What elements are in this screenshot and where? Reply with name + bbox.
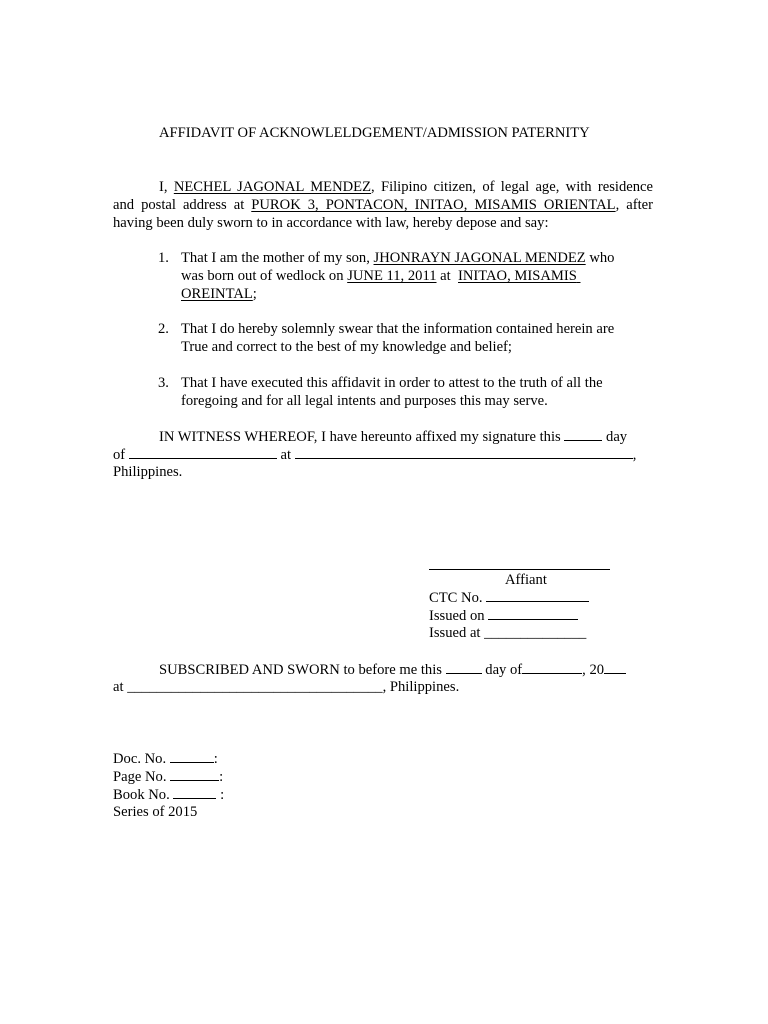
witness-line-1 (159, 427, 627, 446)
item-text: That I am the mother of my son, (181, 250, 370, 266)
item-number: 2. (158, 321, 169, 337)
month-blank (129, 445, 277, 459)
signature-line (429, 569, 610, 570)
book-no-label: Book No. (113, 787, 170, 803)
page-no-blank (170, 767, 219, 781)
sworn-year-blank (604, 660, 626, 674)
affiant-label: Affiant (505, 572, 547, 588)
witness-text: , (632, 447, 637, 463)
item-1-line-2 (181, 267, 581, 285)
sworn-month-blank (522, 660, 582, 674)
doc-no-blank (170, 749, 214, 763)
issued-at-label: Issued at (429, 625, 481, 641)
intro-text: and postal address at (113, 197, 245, 213)
item-3-line-1: That I have executed this affidavit in order to attest to the truth of all the (181, 375, 603, 391)
intro-text: , Filipino citizen, of legal age, with residence (371, 179, 653, 195)
document-title: AFFIDAVIT OF ACKNOWLELDGEMENT/ADMISSION PATERNITY (159, 125, 590, 141)
item-2-line-2: True and correct to the best of my knowledge and belief; (181, 339, 512, 355)
page-no-label: Page No. (113, 769, 167, 785)
book-no-blank (173, 785, 216, 799)
sworn-text: at (113, 679, 124, 695)
series: Series of 2015 (113, 804, 198, 820)
affiant-name: NECHEL JAGONAL MENDEZ (173, 179, 371, 195)
intro-text: I, (159, 179, 168, 195)
sworn-text: day of (485, 662, 523, 678)
sworn-day-blank (446, 660, 482, 674)
child-name: JHONRAYN JAGONAL MENDEZ (373, 250, 586, 266)
page-no-colon: : (219, 769, 224, 785)
birth-date: JUNE 11, 2011 (347, 268, 437, 284)
item-3-line-2: foregoing and for all legal intents and purposes this may serve. (181, 393, 548, 409)
sworn-line-2 (113, 678, 459, 696)
item-1-line-3 (181, 285, 257, 303)
intro-line-2 (113, 196, 653, 214)
item-text: who (589, 250, 615, 266)
book-no (113, 785, 224, 804)
intro-line-3: having been duly sworn to in accordance with law, hereby depose and say: (113, 215, 549, 231)
ctc-no (429, 588, 589, 607)
birth-place-cont: OREINTAL (181, 286, 253, 302)
intro-line-1 (113, 178, 653, 196)
sworn-text: , 20 (582, 662, 605, 678)
witness-line-2 (113, 445, 636, 464)
book-no-colon: : (216, 787, 225, 803)
birth-place: INITAO, MISAMIS (458, 268, 577, 284)
issued-at (429, 624, 586, 642)
item-number: 3. (158, 375, 169, 391)
affiant-address: PUROK 3, PONTACON, INITAO, MISAMIS ORIENTAL (251, 197, 616, 213)
sworn-place-blank: ___________________________________ (127, 679, 383, 695)
issued-on-blank (488, 606, 578, 620)
item-text: at (440, 268, 451, 284)
doc-no-colon: : (213, 751, 218, 767)
item-number: 1. (158, 250, 169, 266)
page-no (113, 767, 223, 786)
item-text: ; (252, 286, 257, 302)
place-blank (295, 445, 633, 459)
doc-no-label: Doc. No. (113, 751, 167, 767)
item-text: was born out of wedlock on (181, 268, 344, 284)
ctc-label: CTC No. (429, 590, 483, 606)
issued-at-blank: ______________ (484, 625, 587, 641)
sworn-line-1 (159, 660, 626, 679)
witness-text: day (606, 429, 628, 445)
witness-text: of (113, 447, 126, 463)
intro-text: , after (615, 197, 653, 213)
item-2-line-1: That I do hereby solemnly swear that the information contained herein are (181, 321, 615, 337)
intro-paragraph (113, 178, 653, 232)
sworn-text: SUBSCRIBED AND SWORN to before me this (159, 662, 442, 678)
issued-on-label: Issued on (429, 608, 485, 624)
doc-no (113, 749, 218, 768)
day-blank (564, 427, 602, 441)
ctc-blank (486, 588, 589, 602)
item-1-line-1 (181, 249, 614, 267)
witness-line-3: Philippines. (113, 464, 183, 480)
issued-on (429, 606, 578, 625)
witness-text: at (280, 447, 292, 463)
witness-text: IN WITNESS WHEREOF, I have hereunto affixed my signature this (159, 429, 561, 445)
sworn-text: , Philippines. (382, 679, 460, 695)
